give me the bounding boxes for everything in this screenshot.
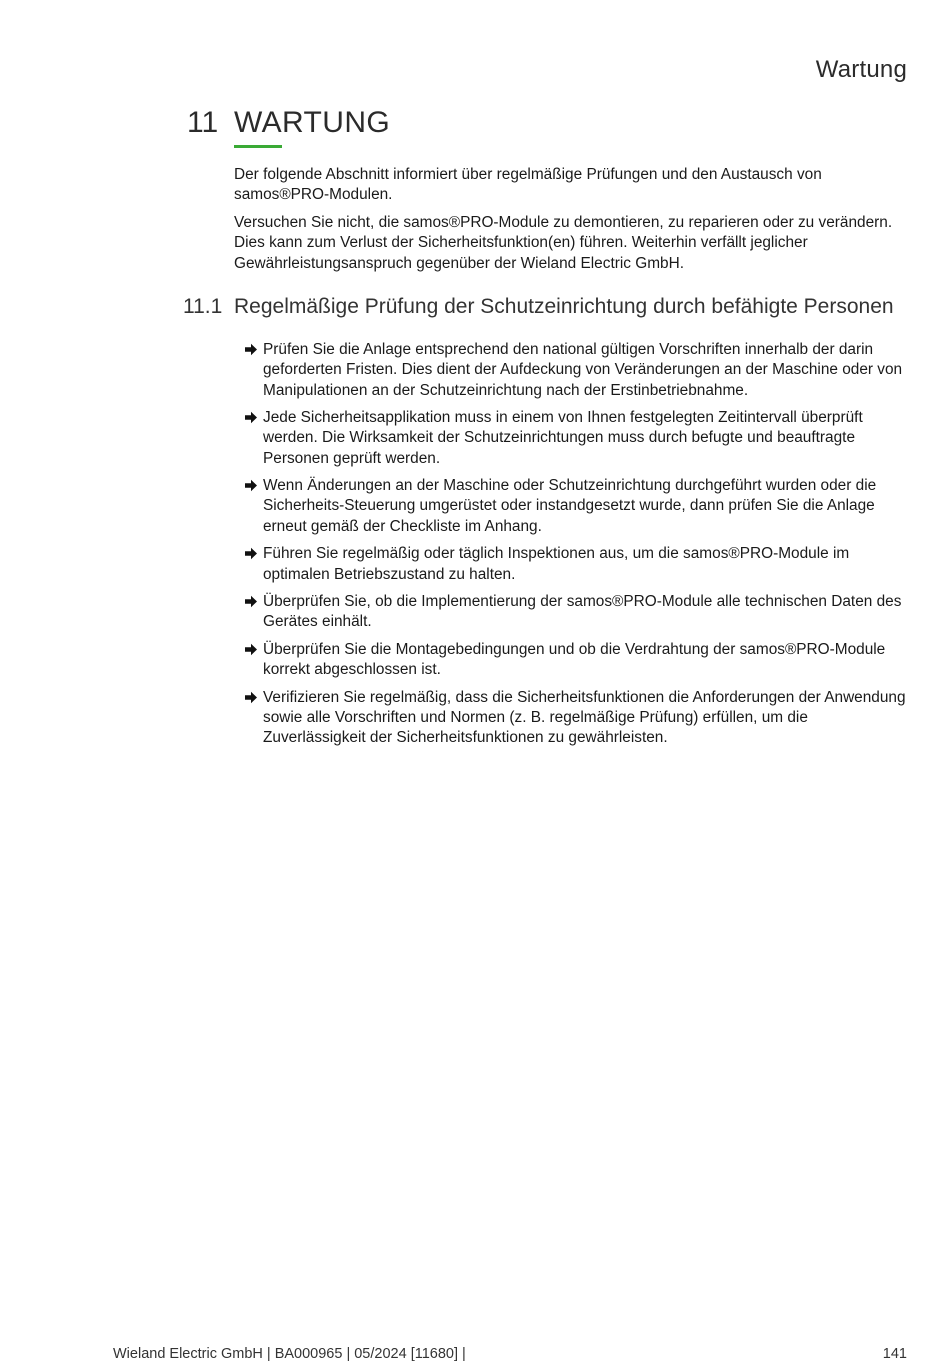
arrow-right-icon bbox=[244, 547, 258, 560]
instruction-text: Prüfen Sie die Anlage entsprechend den national gültigen Vorschriften innerhalb der darin geforderten Fristen. Dies dient der Aufdeckung von Veränderungen an der Maschine oder von Manipulationen an der Schutzeinrichtung nach der Erstinbetriebnahme. bbox=[263, 341, 903, 399]
instruction-text: Überprüfen Sie die Montagebedingungen und ob die Verdrahtung der samos®PRO-Module korrekt abgeschlossen ist. bbox=[263, 640, 886, 679]
arrow-right-icon bbox=[244, 479, 258, 492]
instruction-text: Jede Sicherheitsapplikation muss in einem von Ihnen festgelegten Zeitintervall überprüft werden. Die Wirksamkeit der Schutzeinrichtungen muss durch befugte und beauftragte Personen geprüft werden. bbox=[263, 409, 863, 467]
instruction-text: Führen Sie regelmäßig oder täglich Inspektionen aus, um die samos®PRO-Module im optimalen Betriebszustand zu halten. bbox=[263, 545, 850, 583]
instruction-step bbox=[244, 408, 906, 469]
instruction-step bbox=[244, 544, 906, 585]
section-number: 11.1 bbox=[183, 295, 223, 318]
instruction-text: Überprüfen Sie, ob die Implementierung der samos®PRO-Module alle technischen Daten des Gerätes einhält. bbox=[263, 593, 902, 631]
chapter-title: WARTUNG bbox=[234, 106, 391, 139]
instruction-text: Verifizieren Sie regelmäßig, dass die Sicherheitsfunktionen die Anforderungen der Anwendung sowie alle Vorschriften und Normen (z. B. regelmäßige Prüfung) erfüllen, um die Zuverlässigkeit der Sicherheitsfunktionen zu gewährleisten. bbox=[263, 688, 906, 747]
instruction-step bbox=[244, 640, 906, 681]
arrow-right-icon bbox=[244, 343, 258, 356]
page-number: 141 bbox=[882, 1346, 907, 1362]
chapter-number: 11 bbox=[187, 106, 219, 139]
arrow-right-icon bbox=[244, 595, 258, 608]
instruction-text: Wenn Änderungen an der Maschine oder Schutzeinrichtung durchgeführt wurden oder die Sicherheits-Steuerung umgerüstet oder instandgesetzt wurde, dann prüfen Sie die Anlage erneut gemäß der Checkliste im Anhang. bbox=[263, 477, 877, 535]
arrow-right-icon bbox=[244, 691, 258, 704]
warning-paragraph: Versuchen Sie nicht, die samos®PRO-Module zu demontieren, zu reparieren oder zu verändern. Dies kann zum Verlust der Sicherheitsfunktion(en) führen. Weiterhin verfällt jeglicher Gewährleistungsanspruch gegenüber der Wieland Electric GmbH. bbox=[234, 214, 893, 272]
footer-imprint: Wieland Electric GmbH | BA000965 | 05/2024 [11680] | bbox=[113, 1346, 466, 1362]
instruction-step bbox=[244, 592, 906, 633]
instruction-list bbox=[244, 340, 906, 756]
instruction-step bbox=[244, 688, 906, 749]
instruction-step bbox=[244, 340, 906, 401]
arrow-right-icon bbox=[244, 411, 258, 424]
instruction-step bbox=[244, 476, 906, 537]
running-header: Wartung bbox=[815, 56, 907, 83]
chapter-title-underline bbox=[234, 145, 282, 148]
arrow-right-icon bbox=[244, 643, 258, 656]
intro-paragraph: Der folgende Abschnitt informiert über regelmäßige Prüfungen und den Austausch von samos®PRO-Modulen. bbox=[234, 166, 822, 204]
section-title: Regelmäßige Prüfung der Schutzeinrichtung durch befähigte Personen bbox=[234, 295, 894, 318]
